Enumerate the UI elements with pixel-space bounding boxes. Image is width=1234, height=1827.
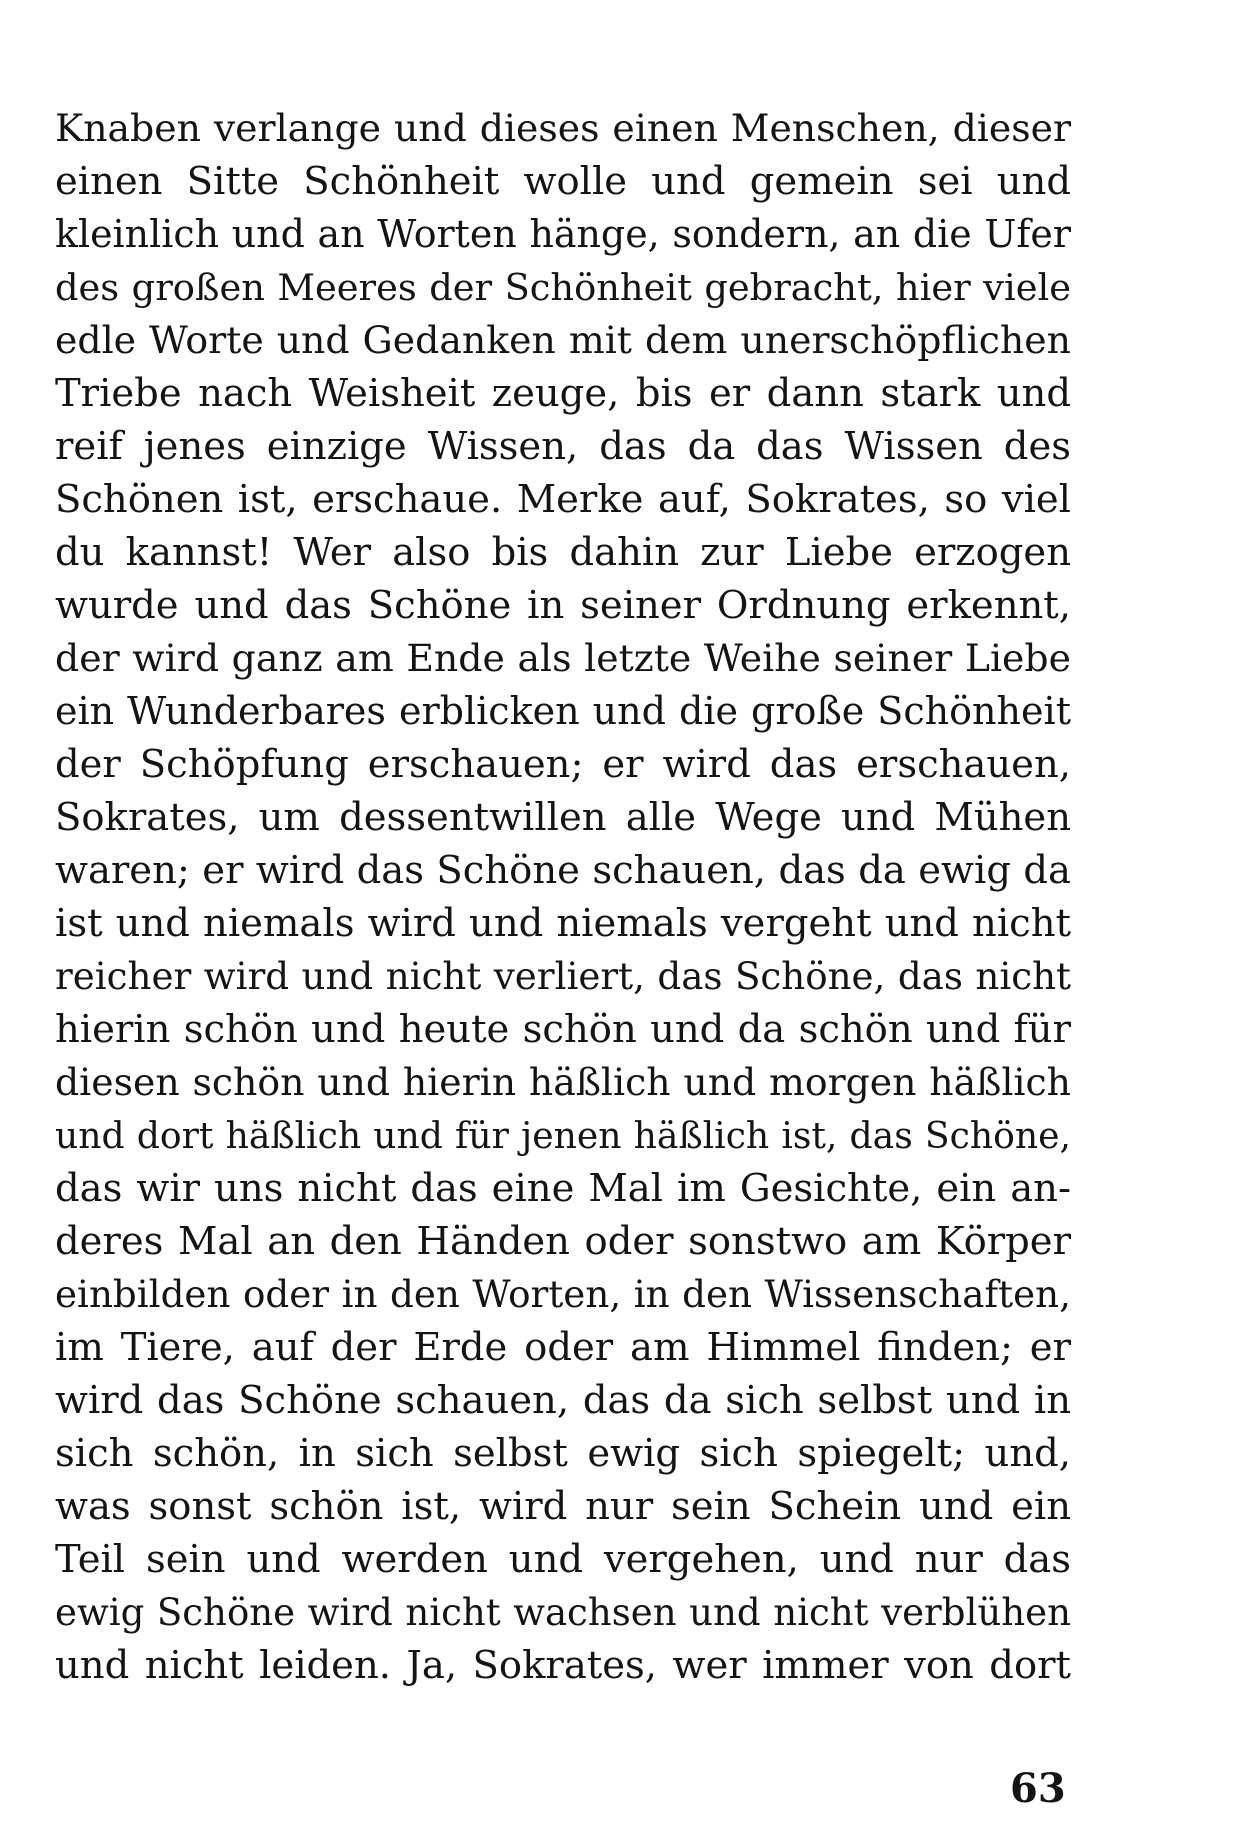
text-line: im Tiere, auf der Erde oder am Himmel finden; er [55,1325,1071,1370]
text-line: ist und niemals wird und niemals vergeht und nicht [55,901,1071,946]
text-line: und nicht leiden. Ja, Sokrates, wer immer von dort [55,1643,1071,1688]
text-line: wird das Schöne schauen, das da sich selbst und in [55,1378,1071,1423]
text-line: deres Mal an den Händen oder sonstwo am Körper [55,1219,1071,1264]
text-line: was sonst schön ist, wird nur sein Schein und ein [55,1484,1071,1529]
text-line: das wir uns nicht das eine Mal im Gesichte, ein an- [55,1166,1071,1211]
text-line: edle Worte und Gedanken mit dem unerschöpflichen [55,318,1071,362]
body-text [55,102,1071,1692]
text-line: Triebe nach Weisheit zeuge, bis er dann stark und [55,371,1071,416]
text-line: du kannst! Wer also bis dahin zur Liebe erzogen [55,530,1071,575]
text-line: diesen schön und hierin häßlich und morgen häßlich [55,1060,1071,1104]
text-line: sich schön, in sich selbst ewig sich spiegelt; und, [55,1431,1071,1476]
text-line: reicher wird und nicht verliert, das Schöne, das nicht [55,954,1071,998]
text-line: hierin schön und heute schön und da schön und für [55,1007,1071,1052]
text-line: reif jenes einzige Wissen, das da das Wissen des [55,424,1071,469]
text-line: der wird ganz am Ende als letzte Weihe seiner Liebe [55,636,1071,680]
text-line: Sokrates, um dessentwillen alle Wege und Mühen [55,795,1071,840]
text-line: waren; er wird das Schöne schauen, das da ewig da [55,848,1071,893]
text-line: der Schöpfung erschauen; er wird das erschauen, [55,742,1071,787]
text-line: kleinlich und an Worten hänge, sondern, an die Ufer [55,212,1071,256]
text-line: des großen Meeres der Schönheit gebracht, hier viele [55,266,1071,309]
text-line: ein Wunderbares erblicken und die große Schönheit [55,689,1071,733]
text-line: wurde und das Schöne in seiner Ordnung erkennt, [55,583,1071,628]
text-line: und dort häßlich und für jenen häßlich ist, das Schöne, [55,1114,1071,1157]
text-line: einen Sitte Schönheit wolle und gemein sei und [55,159,1071,204]
text-line: Teil sein und werden und vergehen, und nur das [55,1537,1071,1582]
text-line: einbilden oder in den Worten, in den Wissenschaften, [55,1272,1071,1316]
text-line: Schönen ist, erschaue. Merke auf, Sokrates, so viel [55,477,1071,522]
page-number: 63 [1010,1765,1066,1812]
text-line: ewig Schöne wird nicht wachsen und nicht verblühen [55,1591,1071,1634]
text-line: Knaben verlange und dieses einen Menschen, dieser [55,106,1071,150]
